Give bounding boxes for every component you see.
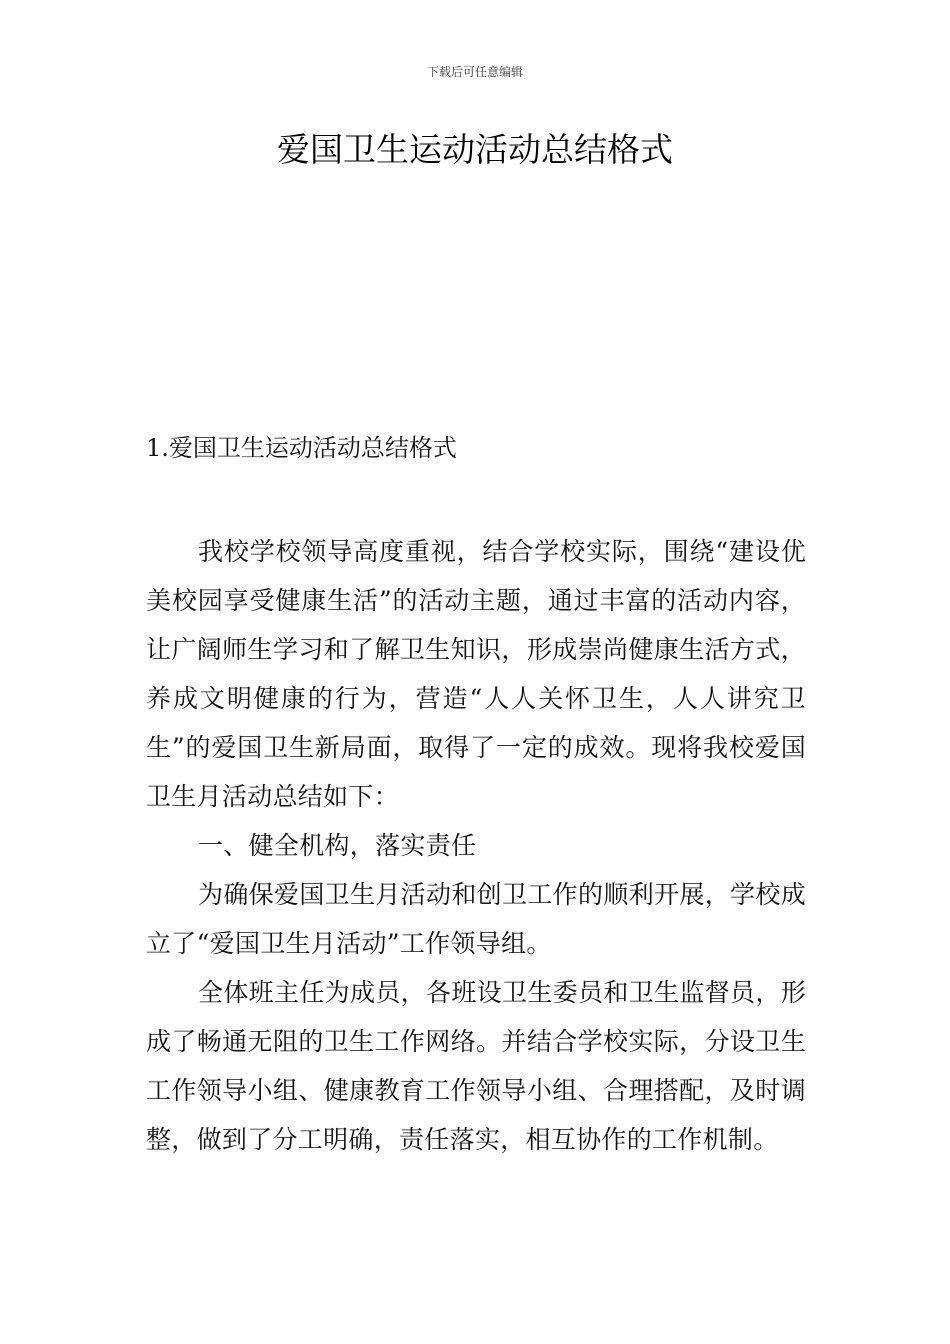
- paragraph-subheading: 一、健全机构，落实责任: [198, 831, 477, 860]
- paragraph-intro: 我校学校领导高度重视，结合学校实际，围绕“建设优美校园享受健康生活”的活动主题，通过丰富的活动内容，让广阔师生学习和了解卫生知识，形成崇尚健康生活方式，养成文明健康的行为，营造“人人关怀卫生，人人讲究卫生”的爱国卫生新局面，取得了一定的成效。现将我校爱国卫生月活动总结如下：: [146, 537, 806, 811]
- paragraph-work-network: 全体班主任为成员，各班设卫生委员和卫生监督员，形成了畅通无阻的卫生工作网络。并结合学校实际，分设卫生工作领导小组、健康教育工作领导小组、合理搭配，及时调整，做到了分工明确，责任落实，相互协作的工作机制。: [146, 978, 806, 1154]
- header-note: 下载后可任意编辑: [426, 65, 523, 79]
- paragraph-leadership-group: 为确保爱国卫生月活动和创卫工作的顺利开展，学校成立了“爱国卫生月活动”工作领导组。: [146, 880, 806, 958]
- section-heading: 1.爱国卫生运动活动总结格式: [146, 434, 457, 462]
- document-body: [146, 527, 806, 1164]
- document-title: 爱国卫生运动活动总结格式: [277, 130, 673, 169]
